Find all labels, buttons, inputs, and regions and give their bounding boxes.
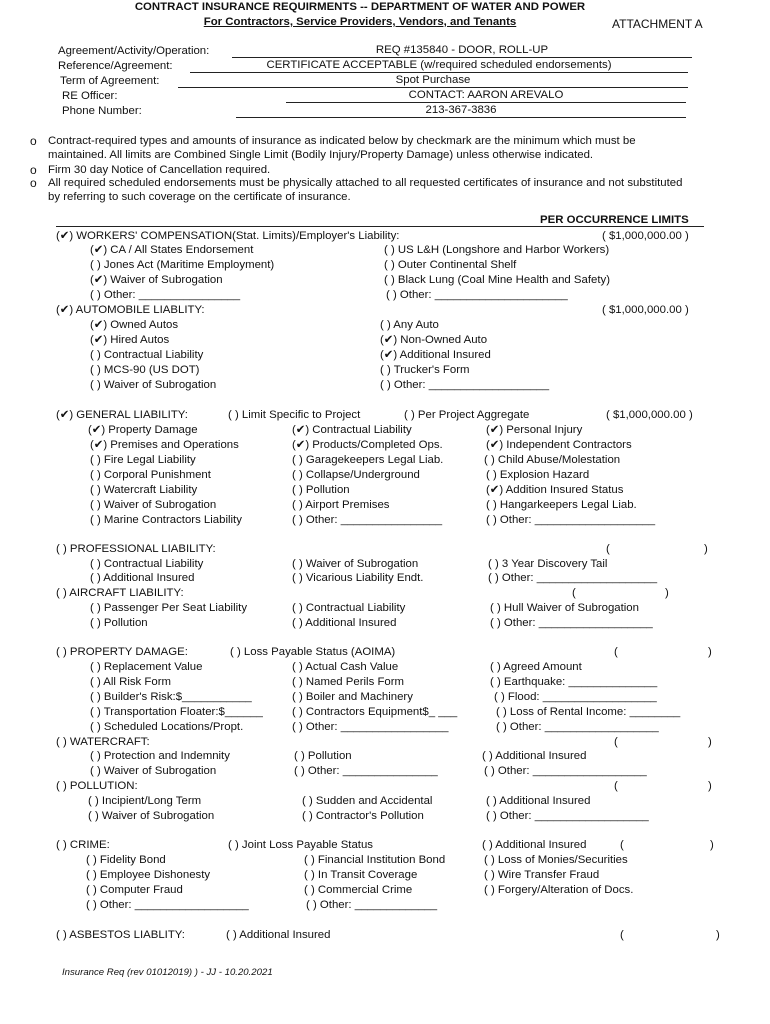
section-title: ( ) AIRCRAFT LIABILITY:: [56, 587, 184, 599]
section-title: ( ) POLLUTION:: [56, 780, 138, 792]
checkbox-item[interactable]: ( ) Forgery/Alteration of Docs.: [484, 884, 634, 896]
limit-paren-open: (: [614, 646, 618, 658]
checkbox-item[interactable]: ( ) Actual Cash Value: [292, 661, 399, 673]
checkbox-item[interactable]: ( ) Airport Premises: [292, 499, 390, 511]
checkbox-item[interactable]: ( ) Transportation Floater:$______: [90, 706, 263, 718]
bullet-icon: o: [30, 163, 37, 177]
checkbox-item[interactable]: ( ) Hangarkeepers Legal Liab.: [486, 499, 637, 511]
limit-paren-close: ): [708, 780, 712, 792]
checkbox-item[interactable]: (✔) Owned Autos: [90, 319, 179, 331]
checkbox-item[interactable]: ( ) Other: ___________________: [486, 514, 656, 526]
limit-paren-open: (: [606, 543, 610, 555]
section-title: ( ) WATERCRAFT:: [56, 736, 150, 748]
checkbox-item[interactable]: ( ) Any Auto: [380, 319, 439, 331]
field-label: Agreement/Activity/Operation:: [58, 45, 210, 57]
checkbox-item[interactable]: ( ) Black Lung (Coal Mine Health and Safety): [384, 274, 611, 286]
checkbox-item[interactable]: ( ) Corporal Punishment: [90, 469, 211, 481]
checkbox-item[interactable]: ( ) Contractual Liability: [90, 349, 204, 361]
section-title: (✔) GENERAL LIABILITY:: [56, 409, 188, 421]
checkbox-item[interactable]: ( ) Contractor's Pollution: [302, 810, 424, 822]
checkbox-item[interactable]: ( ) Outer Continental Shelf: [384, 259, 517, 271]
checkbox-item[interactable]: ( ) Watercraft Liability: [90, 484, 198, 496]
field-value: REQ #135840 - DOOR, ROLL-UP: [375, 44, 549, 56]
field-underline: [236, 117, 686, 118]
option-item[interactable]: ( ) Limit Specific to Project: [228, 409, 361, 421]
section-title: (✔) AUTOMOBILE LIABLITY:: [56, 304, 205, 316]
footer-revision: Insurance Req (rev 01012019) ) - JJ - 10.20.2021: [62, 967, 273, 978]
page-title: CONTRACT INSURANCE REQUIRMENTS -- DEPARTMENT OF WATER AND POWER: [134, 1, 586, 13]
checkbox-item[interactable]: (✔) Additional Insured: [380, 349, 491, 361]
limit-paren-open: (: [620, 839, 624, 851]
checkbox-item[interactable]: ( ) Incipient/Long Term: [88, 795, 202, 807]
checkbox-item[interactable]: ( ) Explosion Hazard: [486, 469, 590, 481]
section-title: ( ) PROPERTY DAMAGE:: [56, 646, 188, 658]
limit-amount: ( $1,000,000.00 ): [602, 304, 689, 316]
limits-header: PER OCCURRENCE LIMITS: [540, 214, 689, 226]
checkbox-item[interactable]: ( ) Other: __________________: [86, 899, 249, 911]
checkbox-item[interactable]: ( ) Loss of Monies/Securities: [484, 854, 628, 866]
field-label: Phone Number:: [62, 105, 142, 117]
checkbox-item[interactable]: (✔) Personal Injury: [486, 424, 583, 436]
checkbox-item[interactable]: ( ) Waiver of Subrogation: [90, 379, 217, 391]
checkbox-item[interactable]: ( ) Other: ________________: [90, 289, 241, 301]
checkbox-item[interactable]: ( ) Financial Institution Bond: [304, 854, 446, 866]
limit-amount: ( $1,000,000.00 ): [602, 230, 689, 242]
checkbox-item[interactable]: ( ) Trucker's Form: [380, 364, 470, 376]
checkbox-item[interactable]: ( ) Waiver of Subrogation: [90, 499, 217, 511]
field-label: Term of Agreement:: [60, 75, 160, 87]
section-title: (✔) WORKERS' COMPENSATION(Stat. Limits)/Employer's Liability:: [56, 230, 400, 242]
limit-paren-open: (: [620, 929, 624, 941]
checkbox-item[interactable]: ( ) Named Perils Form: [292, 676, 405, 688]
checkbox-item[interactable]: ( ) Child Abuse/Molestation: [484, 454, 621, 466]
checkbox-item[interactable]: ( ) Fire Legal Liability: [90, 454, 196, 466]
checkbox-item[interactable]: ( ) MCS-90 (US DOT): [90, 364, 200, 376]
field-label: Reference/Agreement:: [58, 60, 173, 72]
limit-paren-open: (: [614, 780, 618, 792]
checkbox-item[interactable]: ( ) Contractual Liability: [90, 558, 204, 570]
option-item[interactable]: ( ) Per Project Aggregate: [404, 409, 530, 421]
checkbox-item[interactable]: ( ) Other: ___________________: [488, 572, 658, 584]
checkbox-item[interactable]: ( ) Flood: __________________: [494, 691, 657, 703]
checkbox-item[interactable]: ( ) Other: __________________: [484, 765, 647, 777]
bullet-icon: o: [30, 134, 37, 148]
checkbox-item[interactable]: ( ) Waiver of Subrogation: [292, 558, 419, 570]
checkbox-item[interactable]: (✔) Addition Insured Status: [486, 484, 624, 496]
limit-paren-close: ): [708, 646, 712, 658]
limit-paren-close: ): [710, 839, 714, 851]
limit-paren-close: ): [665, 587, 669, 599]
note-text: Contract-required types and amounts of insurance as indicated below by checkmark are the minimum which must be: [48, 135, 636, 147]
bullet-icon: o: [30, 176, 37, 190]
option-item[interactable]: ( ) Additional Insured: [226, 929, 331, 941]
checkbox-item[interactable]: (✔) Products/Completed Ops.: [292, 439, 443, 451]
checkbox-item[interactable]: (✔) Property Damage: [88, 424, 198, 436]
checkbox-item[interactable]: ( ) Loss of Rental Income: ________: [496, 706, 681, 718]
checkbox-item[interactable]: ( ) Contractual Liability: [292, 602, 406, 614]
checkbox-item[interactable]: ( ) Collapse/Underground: [292, 469, 420, 481]
checkbox-item[interactable]: ( ) 3 Year Discovery Tail: [488, 558, 608, 570]
checkbox-item[interactable]: ( ) Pollution: [294, 750, 352, 762]
limit-paren-close: ): [708, 736, 712, 748]
checkbox-item[interactable]: ( ) Other: _____________: [306, 899, 438, 911]
checkbox-item[interactable]: ( ) Other: _____________________: [386, 289, 568, 301]
limit-paren-close: ): [704, 543, 708, 555]
checkbox-item[interactable]: (✔) Contractual Liability: [292, 424, 412, 436]
checkbox-item[interactable]: (✔) CA / All States Endorsement: [90, 244, 254, 256]
field-value: 213-367-3836: [425, 104, 497, 116]
checkbox-item[interactable]: ( ) Scheduled Locations/Propt.: [90, 721, 244, 733]
checkbox-item[interactable]: ( ) Other: _________________: [292, 721, 449, 733]
checkbox-item[interactable]: ( ) Employee Dishonesty: [86, 869, 211, 881]
checkbox-item[interactable]: ( ) Additional Insured: [486, 795, 591, 807]
checkbox-item[interactable]: ( ) Additional Insured: [482, 750, 587, 762]
checkbox-item[interactable]: ( ) Hull Waiver of Subrogation: [490, 602, 639, 614]
attachment-label: ATTACHMENT A: [612, 17, 703, 31]
checkbox-item[interactable]: ( ) Other: __________________: [486, 810, 649, 822]
checkbox-item[interactable]: ( ) Replacement Value: [90, 661, 203, 673]
checkbox-item[interactable]: ( ) Waiver of Subrogation: [88, 810, 215, 822]
section-title: ( ) ASBESTOS LIABLITY:: [56, 929, 185, 941]
checkbox-item[interactable]: ( ) Earthquake: ______________: [490, 676, 658, 688]
field-value: CERTIFICATE ACCEPTABLE (w/required scheduled endorsements): [266, 59, 612, 71]
checkbox-item[interactable]: ( ) Protection and Indemnity: [90, 750, 230, 762]
checkbox-item[interactable]: ( ) Computer Fraud: [86, 884, 183, 896]
checkbox-item[interactable]: (✔) Non-Owned Auto: [380, 334, 488, 346]
limit-paren-close: ): [716, 929, 720, 941]
divider: [56, 226, 704, 227]
checkbox-item[interactable]: ( ) Other: __________________: [490, 617, 653, 629]
section-title: ( ) PROFESSIONAL LIABILITY:: [56, 543, 216, 555]
checkbox-item[interactable]: ( ) Other: __________________: [496, 721, 659, 733]
checkbox-item[interactable]: ( ) Commercial Crime: [304, 884, 413, 896]
section-title: ( ) CRIME:: [56, 839, 110, 851]
checkbox-item[interactable]: (✔) Hired Autos: [90, 334, 170, 346]
field-value: Spot Purchase: [395, 74, 471, 86]
checkbox-item[interactable]: ( ) Additional Insured: [292, 617, 397, 629]
checkbox-item[interactable]: ( ) Agreed Amount: [490, 661, 582, 673]
checkbox-item[interactable]: ( ) Garagekeepers Legal Liab.: [292, 454, 444, 466]
limit-paren-open: (: [614, 736, 618, 748]
checkbox-item[interactable]: ( ) Vicarious Liability Endt.: [292, 572, 424, 584]
option-item[interactable]: ( ) Joint Loss Payable Status: [228, 839, 373, 851]
checkbox-item[interactable]: ( ) Marine Contractors Liability: [90, 514, 242, 526]
field-label: RE Officer:: [62, 90, 118, 102]
option-item[interactable]: ( ) Loss Payable Status (AOIMA): [230, 646, 396, 658]
checkbox-item[interactable]: ( ) All Risk Form: [90, 676, 171, 688]
checkbox-item[interactable]: (✔) Waiver of Subrogation: [90, 274, 223, 286]
note-text: Firm 30 day Notice of Cancellation required.: [48, 164, 271, 176]
checkbox-item[interactable]: ( ) In Transit Coverage: [304, 869, 418, 881]
checkbox-item[interactable]: ( ) Boiler and Machinery: [292, 691, 413, 703]
checkbox-item[interactable]: ( ) Builder's Risk:$___________: [90, 691, 252, 703]
field-value: CONTACT: AARON AREVALO: [408, 89, 564, 101]
checkbox-item[interactable]: (✔) Independent Contractors: [486, 439, 632, 451]
checkbox-item[interactable]: ( ) Passenger Per Seat Liability: [90, 602, 248, 614]
checkbox-item[interactable]: ( ) Wire Transfer Fraud: [484, 869, 600, 881]
checkbox-item[interactable]: ( ) Other: ___________________: [380, 379, 550, 391]
page-subtitle: For Contractors, Service Providers, Vendors, and Tenants: [203, 16, 517, 28]
checkbox-item[interactable]: ( ) Other: ________________: [292, 514, 443, 526]
checkbox-item[interactable]: ( ) Fidelity Bond: [86, 854, 166, 866]
checkbox-item[interactable]: ( ) Contractors Equipment$_ ___: [292, 706, 458, 718]
checkbox-item[interactable]: (✔) Premises and Operations: [90, 439, 239, 451]
note-text: All required scheduled endorsements must be physically attached to all requested certificates of insurance and not substituted: [48, 177, 683, 189]
limit-amount: ( $1,000,000.00 ): [606, 409, 693, 421]
note-text: by referring to such coverage on the certificate of insurance.: [48, 191, 351, 203]
checkbox-item[interactable]: ( ) Jones Act (Maritime Employment): [90, 259, 275, 271]
checkbox-item[interactable]: ( ) Additional Insured: [90, 572, 195, 584]
checkbox-item[interactable]: ( ) US L&H (Longshore and Harbor Workers): [384, 244, 610, 256]
checkbox-item[interactable]: ( ) Sudden and Accidental: [302, 795, 433, 807]
checkbox-item[interactable]: ( ) Waiver of Subrogation: [90, 765, 217, 777]
checkbox-item[interactable]: ( ) Pollution: [90, 617, 148, 629]
limit-paren-open: (: [572, 587, 576, 599]
checkbox-item[interactable]: ( ) Other: _______________: [294, 765, 438, 777]
checkbox-item[interactable]: ( ) Pollution: [292, 484, 350, 496]
note-text: maintained. All limits are Combined Single Limit (Bodily Injury/Property Damage) unless otherwise indicated.: [48, 149, 594, 161]
option-item[interactable]: ( ) Additional Insured: [482, 839, 587, 851]
